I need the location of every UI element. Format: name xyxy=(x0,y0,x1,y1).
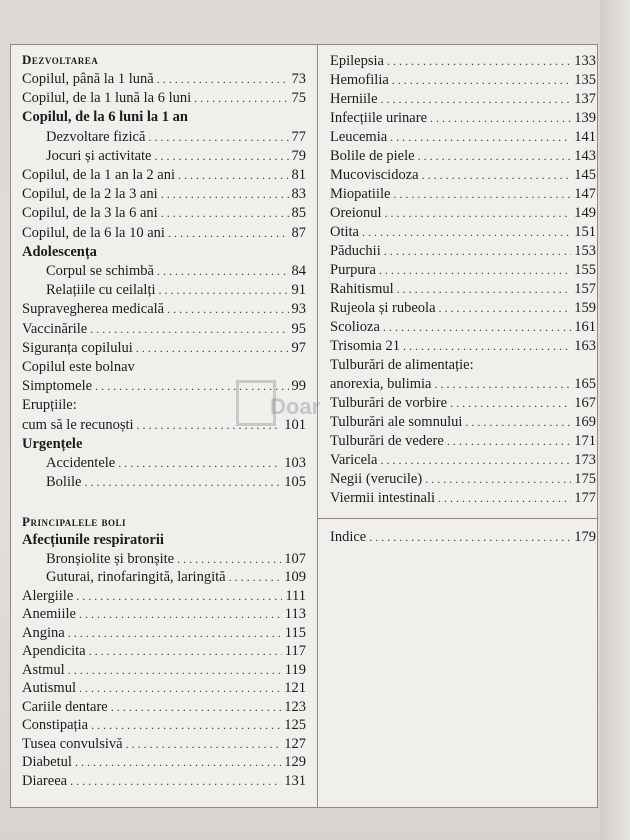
toc-entry-title: Rujeola și rubeola xyxy=(330,300,436,316)
toc-entry[interactable] xyxy=(22,166,306,185)
toc-entry-page: 123 xyxy=(284,698,306,715)
toc-entry[interactable] xyxy=(330,356,596,375)
toc-entry[interactable] xyxy=(330,261,596,280)
toc-leader-dots xyxy=(418,147,572,166)
toc-entry-page: 151 xyxy=(574,224,596,240)
toc-leader-dots xyxy=(126,735,282,754)
toc-entry[interactable] xyxy=(330,52,596,71)
toc-leader-dots xyxy=(79,605,282,624)
toc-entry-title: Negii (verucile) xyxy=(330,471,423,487)
toc-entry[interactable] xyxy=(22,89,306,108)
toc-entry-title: Siguranța copilului xyxy=(22,339,133,356)
toc-leader-dots xyxy=(447,432,571,451)
toc-entry-title: Tulburări de vorbire xyxy=(330,395,448,411)
toc-leader-dots xyxy=(381,451,572,470)
toc-leader-dots xyxy=(438,489,571,508)
toc-entry[interactable] xyxy=(22,108,306,127)
toc-entry-page: 167 xyxy=(574,395,596,411)
toc-leader-dots xyxy=(381,90,572,109)
watermark-logo xyxy=(236,380,366,440)
toc-entry-title: Anemiile xyxy=(22,606,76,622)
toc-entry-title: Scolioza xyxy=(330,319,380,335)
toc-entry-title: Copilul, de la 2 la 3 ani xyxy=(22,186,158,203)
toc-leader-dots xyxy=(450,394,571,413)
toc-entry[interactable] xyxy=(22,224,306,243)
toc-entry-title: Urgențele xyxy=(22,435,83,452)
toc-leader-dots xyxy=(161,185,289,204)
toc-entry-title: Erupțiile: xyxy=(22,397,77,414)
toc-entry-title: Copilul, de la 6 luni la 1 an xyxy=(22,109,188,126)
toc-entry[interactable] xyxy=(46,454,306,473)
toc-leader-dots xyxy=(157,70,289,89)
toc-entry-title: Bronșiolite și bronșite xyxy=(46,550,175,567)
toc-entry[interactable] xyxy=(330,90,596,109)
toc-entry[interactable] xyxy=(330,71,596,90)
toc-entry-page: 117 xyxy=(284,643,306,659)
toc-leader-dots xyxy=(379,261,571,280)
toc-entry-title: Diareea xyxy=(22,772,68,789)
toc-entry[interactable] xyxy=(46,147,306,166)
toc-entry-page: 141 xyxy=(574,129,596,145)
toc-entry[interactable] xyxy=(330,242,596,261)
toc-entry-page: 177 xyxy=(574,490,596,506)
toc-leader-dots xyxy=(168,224,289,243)
toc-entry-title: Angina xyxy=(22,624,65,641)
toc-entry-title: Purpura xyxy=(330,262,376,278)
toc-entry-title: Tulburări de alimentație: xyxy=(330,357,474,373)
toc-entry-page: 179 xyxy=(574,529,596,545)
toc-entry-title: Supravegherea medicală xyxy=(22,301,165,318)
toc-entry[interactable] xyxy=(46,128,306,147)
toc-entry-title: Epilepsia xyxy=(330,53,384,69)
toc-entry[interactable] xyxy=(330,413,596,432)
toc-entry[interactable] xyxy=(330,394,596,413)
toc-leader-dots xyxy=(422,166,572,185)
toc-leader-dots xyxy=(178,166,288,185)
toc-leader-dots xyxy=(430,109,571,128)
toc-entry-title: Alergiile xyxy=(22,587,74,604)
toc-entry-title: Tulburări de vedere xyxy=(330,433,444,449)
toc-entry[interactable] xyxy=(330,432,596,451)
toc-entry-title: Dezvoltare fizică xyxy=(46,128,146,145)
toc-entry[interactable] xyxy=(22,642,306,661)
toc-entry-page: 113 xyxy=(284,606,306,622)
toc-entry-page: 83 xyxy=(291,186,306,203)
toc-entry-page: 101 xyxy=(284,416,306,433)
toc-leader-dots xyxy=(148,128,288,147)
toc-entry-title: Herniile xyxy=(330,91,378,107)
toc-entry-page: 135 xyxy=(574,72,596,88)
toc-entry[interactable] xyxy=(330,128,596,147)
toc-entry[interactable] xyxy=(22,735,306,754)
toc-entry-page: 169 xyxy=(574,414,596,430)
toc-entry-title: Simptomele xyxy=(22,378,93,395)
toc-entry-title: Copilul, de la 1 an la 2 ani xyxy=(22,167,176,183)
toc-entry-page: 75 xyxy=(291,90,306,107)
toc-entry-page: 131 xyxy=(284,772,306,789)
toc-entry[interactable] xyxy=(22,70,306,89)
toc-entry-title: anorexia, bulimia xyxy=(330,376,432,392)
toc-entry[interactable] xyxy=(22,679,306,698)
toc-entry[interactable] xyxy=(46,281,306,300)
toc-entry-title: Indice xyxy=(330,529,367,545)
toc-entry-title: Otita xyxy=(330,224,359,240)
toc-entry[interactable] xyxy=(46,262,306,281)
toc-entry[interactable] xyxy=(330,204,596,223)
toc-entry-title: Copilul, de la 1 lună la 6 luni xyxy=(22,90,192,107)
toc-entry-page: 153 xyxy=(574,243,596,259)
toc-entry[interactable] xyxy=(22,661,306,680)
toc-entry-title: Bolile de piele xyxy=(330,148,415,164)
toc-leader-dots xyxy=(68,624,282,643)
toc-entry-page: 147 xyxy=(574,186,596,202)
watermark-text: Doar xyxy=(270,394,321,419)
toc-leader-dots xyxy=(70,772,281,791)
toc-entry[interactable] xyxy=(46,550,306,569)
toc-leader-dots xyxy=(387,52,571,71)
toc-entry-page: 173 xyxy=(574,452,596,468)
toc-entry-title: Constipația xyxy=(22,717,89,733)
toc-leader-dots xyxy=(385,204,572,223)
toc-entry[interactable] xyxy=(330,337,596,356)
toc-leader-dots xyxy=(393,185,571,204)
toc-entry-page: 171 xyxy=(574,433,596,449)
toc-entry-title: Cariile dentare xyxy=(22,698,108,715)
toc-entry[interactable] xyxy=(22,753,306,772)
toc-leader-dots xyxy=(76,587,282,606)
toc-entry-page: 137 xyxy=(574,91,596,107)
toc-entry-title: Astmul xyxy=(22,661,65,678)
toc-entry[interactable] xyxy=(330,166,596,185)
toc-leader-dots xyxy=(194,89,288,108)
toc-leader-dots xyxy=(157,262,289,281)
toc-entry-page: 81 xyxy=(291,167,306,183)
toc-entry-page: 157 xyxy=(574,281,596,297)
toc-entry-page: 143 xyxy=(574,148,596,164)
adjacent-page-edge xyxy=(600,0,630,840)
toc-entry-page: 149 xyxy=(574,205,596,221)
toc-leader-dots xyxy=(229,568,282,587)
toc-entry-page: 73 xyxy=(291,71,306,87)
toc-entry-title: Copilul, de la 6 la 10 ani xyxy=(22,224,165,241)
toc-entry[interactable] xyxy=(22,243,306,262)
toc-entry-title: Trisomia 21 xyxy=(330,338,400,354)
toc-leader-dots xyxy=(90,320,288,339)
toc-leader-dots xyxy=(403,337,571,356)
toc-entry[interactable] xyxy=(22,531,306,550)
toc-entry-page: 84 xyxy=(291,263,306,279)
toc-entry-page: 103 xyxy=(284,455,306,471)
toc-entry-title: Corpul se schimbă xyxy=(46,263,154,279)
toc-leader-dots xyxy=(397,280,572,299)
toc-entry[interactable] xyxy=(22,320,306,339)
toc-leader-dots xyxy=(75,753,281,772)
toc-entry[interactable] xyxy=(330,185,596,204)
toc-entry[interactable] xyxy=(22,300,306,319)
toc-leader-dots xyxy=(369,528,571,547)
toc-leader-dots xyxy=(177,550,281,569)
section-title-development: Dezvoltarea xyxy=(22,52,99,67)
toc-entry[interactable] xyxy=(330,299,596,318)
toc-entry[interactable] xyxy=(22,204,306,223)
toc-entry[interactable] xyxy=(22,339,306,358)
toc-leader-dots xyxy=(155,147,289,166)
toc-entry-title: Păduchii xyxy=(330,243,381,259)
toc-entry-title: Oreionul xyxy=(330,205,382,221)
toc-entry[interactable] xyxy=(330,147,596,166)
toc-leader-dots xyxy=(161,204,289,223)
toc-entry[interactable] xyxy=(330,489,596,508)
toc-entry-title: Vaccinările xyxy=(22,320,88,337)
toc-leader-dots xyxy=(89,642,282,661)
toc-entry-page: 163 xyxy=(574,338,596,354)
toc-leader-dots xyxy=(465,413,571,432)
toc-entry[interactable] xyxy=(22,185,306,204)
toc-leader-dots xyxy=(118,454,281,473)
toc-entry-page: 87 xyxy=(291,224,306,241)
toc-entry-title: Hemofilia xyxy=(330,72,389,88)
toc-entry-page: 115 xyxy=(284,624,306,641)
toc-entry[interactable] xyxy=(22,772,306,791)
toc-entry-title: Autismul xyxy=(22,680,76,696)
toc-entry-title: Afecțiunile respiratorii xyxy=(22,532,164,548)
toc-leader-dots xyxy=(439,299,572,318)
toc-entry-title: Tusea convulsivă xyxy=(22,735,123,752)
toc-entry-page: 95 xyxy=(291,320,306,337)
toc-leader-dots xyxy=(390,128,571,147)
toc-entry-page: 93 xyxy=(291,301,306,318)
toc-leader-dots xyxy=(111,698,282,717)
toc-entry-page: 159 xyxy=(574,300,596,316)
toc-leader-dots xyxy=(434,375,571,394)
toc-entry[interactable] xyxy=(330,451,596,470)
toc-entry[interactable] xyxy=(22,605,306,624)
toc-entry-page: 161 xyxy=(574,319,596,335)
toc-entry-title: Diabetul xyxy=(22,754,72,770)
toc-entry-page: 165 xyxy=(574,376,596,392)
toc-entry[interactable] xyxy=(22,698,306,717)
toc-entry-page: 99 xyxy=(291,378,306,395)
toc-entry-page: 85 xyxy=(291,205,306,222)
toc-leader-dots xyxy=(79,679,281,698)
toc-entry-title: Copilul este bolnav xyxy=(22,359,135,375)
toc-entry-page: 145 xyxy=(574,167,596,183)
toc-entry-title: Copilul, până la 1 lună xyxy=(22,71,154,87)
toc-leader-dots xyxy=(384,242,572,261)
toc-entry-title: Miopatiile xyxy=(330,186,391,202)
toc-entry-page: 133 xyxy=(574,53,596,69)
toc-entry-title: Rahitismul xyxy=(330,281,394,297)
toc-leader-dots xyxy=(362,223,571,242)
toc-entry-title: cum să le recunoști xyxy=(22,416,134,433)
toc-entry-page: 109 xyxy=(284,569,306,585)
toc-entry-page: 107 xyxy=(284,550,306,567)
toc-entry-page: 105 xyxy=(284,474,306,491)
toc-leader-dots xyxy=(68,661,282,680)
toc-entry-title: Varicela xyxy=(330,452,378,468)
toc-entry-title: Jocuri și activitate xyxy=(46,147,152,164)
toc-entry-page: 155 xyxy=(574,262,596,278)
toc-entry-title: Viermii intestinali xyxy=(330,490,436,506)
toc-entry[interactable] xyxy=(330,109,596,128)
toc-entry-title: Copilul, de la 3 la 6 ani xyxy=(22,205,158,222)
toc-entry-title: Relațiile cu ceilalți xyxy=(46,282,156,299)
toc-entry-title: Adolescența xyxy=(22,243,97,260)
toc-entry-title: Apendicita xyxy=(22,643,86,659)
toc-entry-title: Mucoviscidoza xyxy=(330,167,419,183)
toc-leader-dots xyxy=(383,318,571,337)
toc-entry[interactable] xyxy=(330,223,596,242)
toc-leader-dots xyxy=(167,300,288,319)
toc-entry-title: Accidentele xyxy=(46,455,116,471)
toc-entry-page: 127 xyxy=(284,735,306,752)
toc-entry[interactable] xyxy=(46,473,306,492)
section-title-main-diseases: Principalele boli xyxy=(22,514,127,529)
toc-entry-page: 139 xyxy=(574,110,596,126)
toc-entry-page: 119 xyxy=(284,661,306,678)
toc-entry[interactable] xyxy=(22,358,306,377)
toc-entry-page: 77 xyxy=(291,128,306,145)
toc-entry-page: 121 xyxy=(284,680,306,696)
toc-entry-page: 97 xyxy=(291,339,306,356)
toc-entry-index[interactable] xyxy=(330,528,596,547)
toc-entry[interactable] xyxy=(330,280,596,299)
toc-leader-dots xyxy=(159,281,289,300)
toc-leader-dots xyxy=(91,716,281,735)
right-column-separator xyxy=(318,518,598,519)
toc-entry-page: 175 xyxy=(574,471,596,487)
toc-entry[interactable] xyxy=(46,568,306,587)
toc-leader-dots xyxy=(392,71,571,90)
toc-entry-title: Leucemia xyxy=(330,129,388,145)
toc-entry[interactable] xyxy=(22,624,306,643)
toc-entry[interactable] xyxy=(330,375,596,394)
toc-leader-dots xyxy=(425,470,571,489)
toc-entry-page: 79 xyxy=(291,147,306,164)
toc-entry-page: 111 xyxy=(285,587,306,604)
toc-leader-dots xyxy=(136,339,289,358)
toc-entry[interactable] xyxy=(330,470,596,489)
toc-entry-page: 125 xyxy=(284,717,306,733)
toc-entry-page: 91 xyxy=(291,282,306,299)
toc-entry-title: Bolile xyxy=(46,474,82,491)
toc-entry[interactable] xyxy=(330,318,596,337)
toc-entry-title: Guturai, rinofaringită, laringită xyxy=(46,569,226,585)
toc-entry-title: Tulburări ale somnului xyxy=(330,414,463,430)
toc-entry[interactable] xyxy=(22,587,306,606)
toc-entry-title: Infecțiile urinare xyxy=(330,110,428,126)
toc-entry[interactable] xyxy=(22,716,306,735)
toc-entry-page: 129 xyxy=(284,754,306,770)
toc-leader-dots xyxy=(84,473,281,492)
